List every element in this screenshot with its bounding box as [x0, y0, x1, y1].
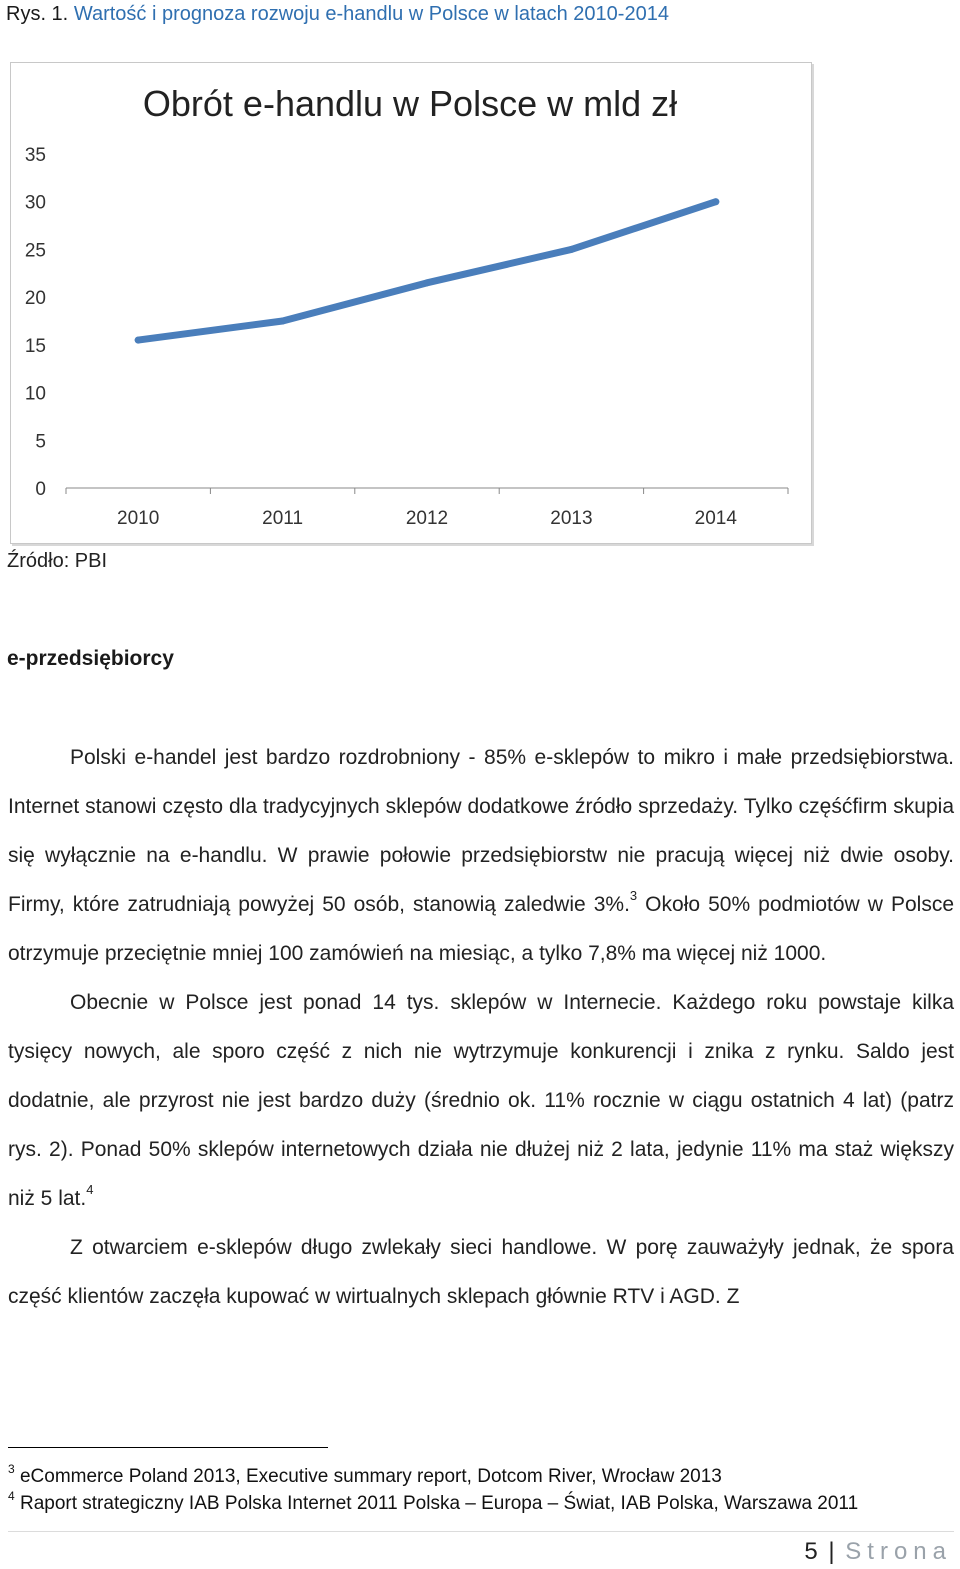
paragraph — [8, 733, 954, 978]
footnote-text: eCommerce Poland 2013, Executive summary report, Dotcom River, Wrocław 2013 — [14, 1466, 722, 1487]
footnote-separator — [8, 1447, 328, 1448]
y-tick-label: 20 — [24, 288, 46, 310]
footnote — [8, 1463, 954, 1490]
paragraph-text: Około 50% podmiotów w Polsce otrzymuje przeciętnie mniej 100 zamówień na miesiąc, a tylko 7,8% ma więcej niż 1000. — [8, 893, 954, 965]
paragraph-text: Z otwarciem e-sklepów długo zwlekały sieci handlowe. W porę zauważyły jednak, że spora część klientów zaczęła kupować w wirtualnych sklepach głównie RTV i AGD. Z — [8, 1236, 954, 1308]
y-tick-label: 5 — [35, 431, 46, 453]
paragraph — [8, 1223, 954, 1321]
footnote-ref: 3 — [629, 888, 638, 903]
x-tick-label: 2014 — [694, 508, 737, 529]
data-point — [279, 318, 286, 325]
chart-title: Obrót e-handlu w Polsce w mld zł — [142, 83, 678, 124]
source-note: Źródło: PBI — [7, 550, 108, 572]
y-tick-label: 15 — [24, 335, 46, 357]
x-tick-label: 2012 — [405, 508, 449, 529]
line-chart — [0, 0, 960, 600]
data-point — [712, 198, 719, 205]
page-separator: | — [828, 1538, 835, 1565]
data-point — [568, 246, 575, 253]
figure-caption-label: Rys. 1. — [6, 3, 69, 25]
y-tick-label: 10 — [24, 383, 46, 405]
footnote — [8, 1490, 954, 1517]
y-tick-label: 30 — [24, 192, 46, 214]
series-line — [138, 202, 716, 340]
paragraph-text: Obecnie w Polsce jest ponad 14 tys. sklepów w Internecie. Każdego roku powstaje kilka tysięcy nowych, ale sporo część z nich nie wytrzymuje konkurencji i znika z rynku. Saldo jest dodatnie, ale przyrost nie jest bardzo duży (średnio ok. 11% rocznie w ciągu ostatnich 4 lat) (patrz rys. 2). Ponad 50% sklepów internetowych działa nie dłużej niż 2 lata, jedynie 11% ma staż większy niż 5 lat. — [8, 991, 954, 1210]
paragraph-text: Polski e-handel jest bardzo rozdrobniony - 85% e-sklepów to mikro i małe przedsiębiorstwa. Internet stanowi często dla tradycyjnych sklepów dodatkowe źródło sprzedaży. Tylko częśćfirm skupia się wyłącznie na e-handlu. W prawie połowie przedsiębiorstw nie pracują więcej niż dwie osoby. Firmy, które zatrudniają powyżej 50 osób, stanowią zaledwie 3%. — [8, 746, 954, 916]
page-number: 5 — [804, 1538, 818, 1565]
data-point — [135, 337, 142, 344]
page-footer — [804, 1537, 952, 1567]
footnotes — [8, 1463, 954, 1517]
data-point — [424, 279, 431, 286]
y-tick-label: 25 — [24, 240, 46, 262]
footnote-number: 3 — [8, 1461, 15, 1476]
x-tick-label: 2011 — [262, 508, 304, 529]
footnote-text: Raport strategiczny IAB Polska Internet 2011 Polska – Europa – Świat, IAB Polska, Warszawa 2011 — [14, 1493, 859, 1514]
section-heading: e-przedsiębiorcy — [7, 647, 174, 670]
figure-caption-title: Wartość i prognoza rozwoju e-handlu w Polsce w latach 2010-2014 — [73, 3, 669, 25]
x-tick-label: 2010 — [117, 508, 160, 529]
page-word: Strona — [845, 1538, 952, 1565]
paragraph — [8, 978, 954, 1223]
x-tick-label: 2013 — [550, 508, 593, 529]
footnote-ref: 4 — [86, 1182, 94, 1197]
footnote-number: 4 — [8, 1488, 15, 1503]
y-tick-label: 35 — [24, 145, 46, 166]
body-text — [8, 733, 954, 1321]
page-footer-rule — [8, 1531, 954, 1532]
y-tick-label: 0 — [35, 479, 46, 500]
